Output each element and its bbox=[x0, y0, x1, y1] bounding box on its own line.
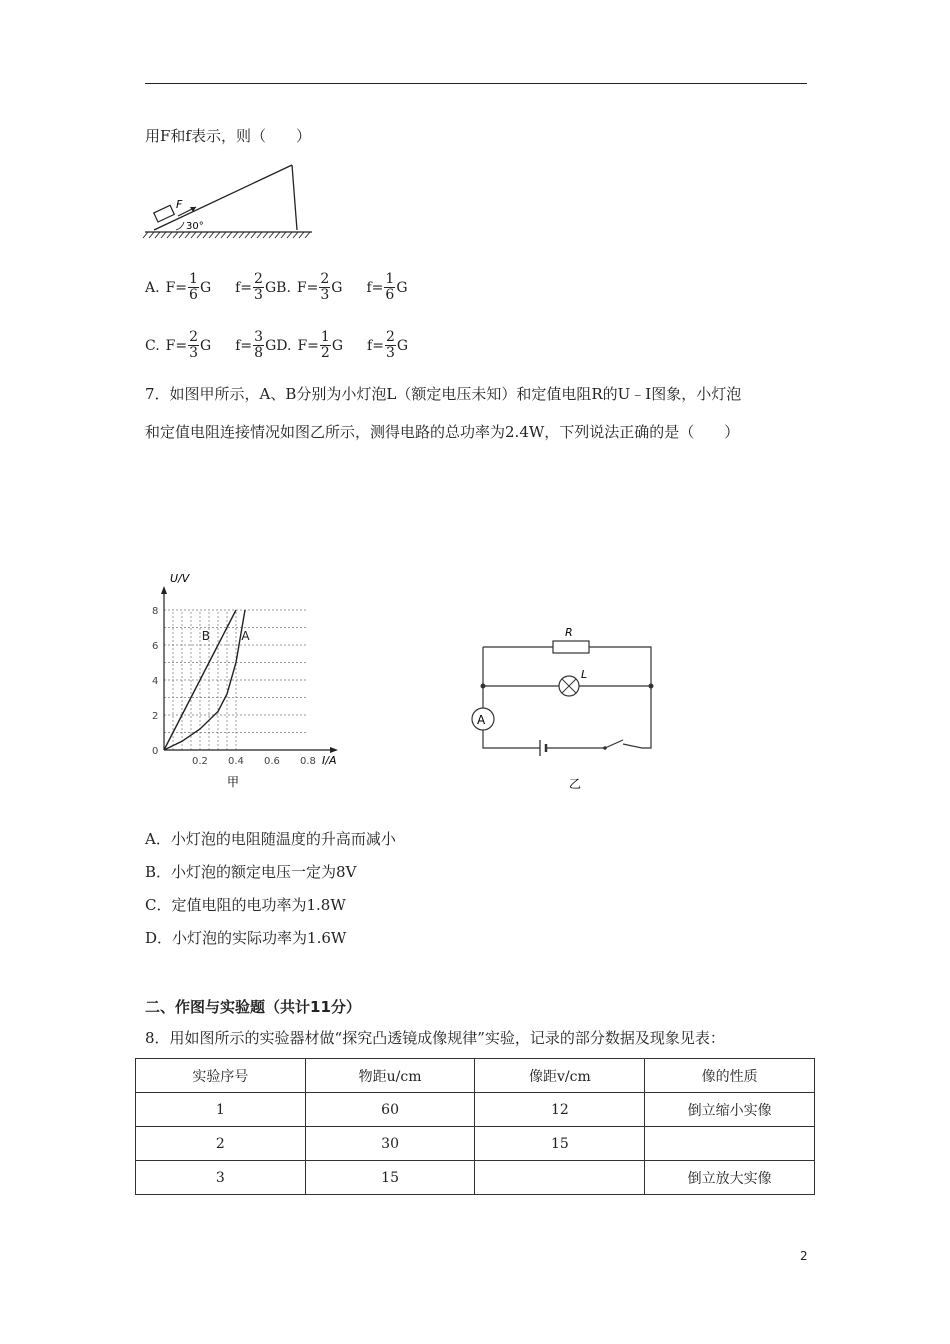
frac-suffix: G bbox=[265, 337, 277, 354]
hatch-line bbox=[275, 232, 280, 238]
y-tick-label: 8 bbox=[152, 606, 159, 617]
hatch-line bbox=[269, 232, 274, 238]
hatch-line bbox=[209, 232, 214, 238]
frac-suffix: G bbox=[199, 279, 212, 296]
angle-arc bbox=[176, 222, 184, 230]
fraction: $\frac{2}{3}$ bbox=[189, 329, 199, 361]
circuit-wires bbox=[483, 647, 651, 748]
hatch-line bbox=[197, 232, 202, 238]
lamp bbox=[559, 676, 579, 696]
x-axis-label: I/A bbox=[322, 754, 337, 767]
series-label-a: A bbox=[241, 628, 250, 643]
fraction: $\frac{2}{3}$ bbox=[320, 271, 330, 303]
q7-option-b[interactable]: B．小灯泡的额定电压一定为8V bbox=[145, 863, 357, 881]
frac-prefix: F= bbox=[165, 337, 188, 354]
option-letter: C. bbox=[145, 337, 160, 354]
x-tick-label: 0.6 bbox=[264, 756, 280, 767]
q7-option-a[interactable]: A．小灯泡的电阻随温度的升高而减小 bbox=[145, 830, 396, 848]
incline-figure bbox=[140, 160, 320, 240]
hatch-line bbox=[287, 232, 292, 238]
fraction: $\frac{2}{3}$ bbox=[385, 329, 395, 361]
table-cell: 倒立放大实像 bbox=[645, 1161, 815, 1195]
hatch-line bbox=[179, 232, 184, 238]
frac-prefix: f= bbox=[235, 337, 253, 354]
junction-dot bbox=[649, 684, 654, 689]
table-cell bbox=[475, 1161, 645, 1195]
q7-stem-line-2: 和定值电阻连接情况如图乙所示，测得电路的总功率为2.4W，下列说法正确的是（ ） bbox=[145, 423, 740, 441]
hatch-line bbox=[191, 232, 196, 238]
hatch-line bbox=[299, 232, 304, 238]
frac-suffix: G bbox=[396, 279, 408, 296]
battery bbox=[540, 740, 546, 756]
table-row bbox=[136, 1127, 815, 1161]
y-axis-label: U/V bbox=[170, 572, 190, 585]
hatch-line bbox=[221, 232, 226, 238]
ammeter bbox=[472, 708, 494, 730]
hatch-line bbox=[245, 232, 250, 238]
header-rule bbox=[145, 83, 807, 84]
frac-suffix: G bbox=[200, 337, 212, 354]
option-letter: B. bbox=[276, 279, 291, 296]
hatch-line bbox=[149, 232, 154, 238]
hatch-line bbox=[215, 232, 220, 238]
fraction: $\frac{1}{6}$ bbox=[385, 271, 395, 303]
fraction: $\frac{1}{2}$ bbox=[320, 329, 330, 361]
hatch-line bbox=[239, 232, 244, 238]
hatch-line bbox=[305, 232, 310, 238]
block bbox=[154, 205, 175, 222]
q6-options-row-2 bbox=[145, 330, 408, 361]
lamp-label: L bbox=[581, 668, 588, 681]
option-b[interactable] bbox=[276, 272, 407, 303]
page-number: 2 bbox=[800, 1249, 808, 1263]
hatch-line bbox=[203, 232, 208, 238]
y-tick-label: 2 bbox=[152, 711, 159, 722]
x-tick-label: 0.8 bbox=[300, 756, 316, 767]
option-c[interactable] bbox=[145, 330, 276, 361]
table-row bbox=[136, 1093, 815, 1127]
table-header-cell: 物距u/cm bbox=[305, 1059, 475, 1093]
circuit-diagram bbox=[465, 620, 665, 800]
fraction: $\frac{2}{3}$ bbox=[254, 271, 263, 303]
frac-suffix: G bbox=[264, 279, 277, 296]
x-tick-label: 0.2 bbox=[192, 756, 208, 767]
angle-label: 30° bbox=[186, 221, 204, 232]
table-cell: 倒立缩小实像 bbox=[645, 1093, 815, 1127]
q7-option-c[interactable]: C．定值电阻的电功率为1.8W bbox=[145, 896, 346, 914]
data-table bbox=[135, 1058, 815, 1195]
frac-suffix: G bbox=[396, 337, 409, 354]
frac-suffix: G bbox=[331, 279, 343, 296]
hatch-line bbox=[251, 232, 256, 238]
ground-hatching bbox=[143, 232, 312, 238]
frac-prefix: f= bbox=[367, 337, 384, 354]
y-tick-label: 6 bbox=[152, 641, 159, 652]
table-header-row bbox=[136, 1059, 815, 1093]
frac-suffix: G bbox=[331, 337, 344, 354]
hatch-line bbox=[257, 232, 262, 238]
q6-stem-tail: 用F和f表示，则（ ） bbox=[145, 127, 311, 145]
svg-text:A: A bbox=[477, 713, 486, 727]
junction-dot bbox=[481, 684, 486, 689]
hatch-line bbox=[167, 232, 172, 238]
table-cell: 15 bbox=[305, 1161, 475, 1195]
hatch-line bbox=[227, 232, 232, 238]
table-header-cell: 像的性质 bbox=[645, 1059, 815, 1093]
table-cell: 12 bbox=[475, 1093, 645, 1127]
hatch-line bbox=[293, 232, 298, 238]
table-cell: 60 bbox=[305, 1093, 475, 1127]
y-tick-label: 0 bbox=[152, 746, 159, 757]
hatch-line bbox=[173, 232, 178, 238]
table-header-cell: 像距v/cm bbox=[475, 1059, 645, 1093]
switch bbox=[603, 740, 623, 750]
series-label-b: B bbox=[201, 628, 211, 643]
fraction: $\frac{1}{6}$ bbox=[189, 271, 198, 303]
x-tick-label: 0.4 bbox=[228, 756, 244, 767]
q7-stem-line-1: 7．如图甲所示，A、B分别为小灯泡L（额定电压未知）和定值电阻R的U﹣I图象，小灯泡 bbox=[145, 385, 742, 403]
q8-stem: 8．用如图所示的实验器材做“探究凸透镜成像规律”实验，记录的部分数据及现象见表： bbox=[145, 1029, 725, 1047]
option-d[interactable] bbox=[276, 330, 408, 361]
force-label: F bbox=[176, 198, 183, 211]
chart-caption: 甲 bbox=[227, 775, 240, 789]
hatch-line bbox=[281, 232, 286, 238]
option-letter: D. bbox=[276, 337, 292, 354]
circuit-caption: 乙 bbox=[569, 777, 582, 791]
chart-ticks bbox=[152, 606, 316, 767]
frac-prefix: F= bbox=[297, 337, 319, 354]
table-cell bbox=[645, 1127, 815, 1161]
option-a[interactable] bbox=[145, 272, 276, 303]
table-cell: 15 bbox=[475, 1127, 645, 1161]
table-cell: 2 bbox=[136, 1127, 306, 1161]
resistor bbox=[553, 641, 589, 653]
chart-grid bbox=[164, 610, 308, 750]
ui-chart bbox=[140, 568, 360, 798]
hatch-line bbox=[161, 232, 166, 238]
option-letter: A. bbox=[145, 279, 160, 296]
table-cell: 30 bbox=[305, 1127, 475, 1161]
hatch-line bbox=[143, 232, 148, 238]
table-cell: 3 bbox=[136, 1161, 306, 1195]
q7-option-d[interactable]: D．小灯泡的实际功率为1.6W bbox=[145, 929, 347, 947]
frac-prefix: F= bbox=[165, 279, 188, 296]
y-tick-label: 4 bbox=[152, 676, 159, 687]
frac-prefix: F= bbox=[296, 279, 319, 296]
q6-options-row-1 bbox=[145, 272, 408, 303]
section-heading: 二、作图与实验题（共计11分） bbox=[145, 998, 361, 1016]
table-header-cell: 实验序号 bbox=[136, 1059, 306, 1093]
hatch-line bbox=[233, 232, 238, 238]
frac-prefix: f= bbox=[366, 279, 384, 296]
x-axis-arrow bbox=[330, 747, 338, 753]
resistor-label: R bbox=[565, 626, 573, 639]
table-cell: 1 bbox=[136, 1093, 306, 1127]
hatch-line bbox=[155, 232, 160, 238]
y-axis-arrow bbox=[161, 586, 167, 594]
table-row bbox=[136, 1161, 815, 1195]
hatch-line bbox=[185, 232, 190, 238]
frac-prefix: f= bbox=[235, 279, 253, 296]
fraction: $\frac{3}{8}$ bbox=[254, 329, 264, 361]
hatch-line bbox=[263, 232, 268, 238]
chart-axes bbox=[161, 586, 338, 753]
